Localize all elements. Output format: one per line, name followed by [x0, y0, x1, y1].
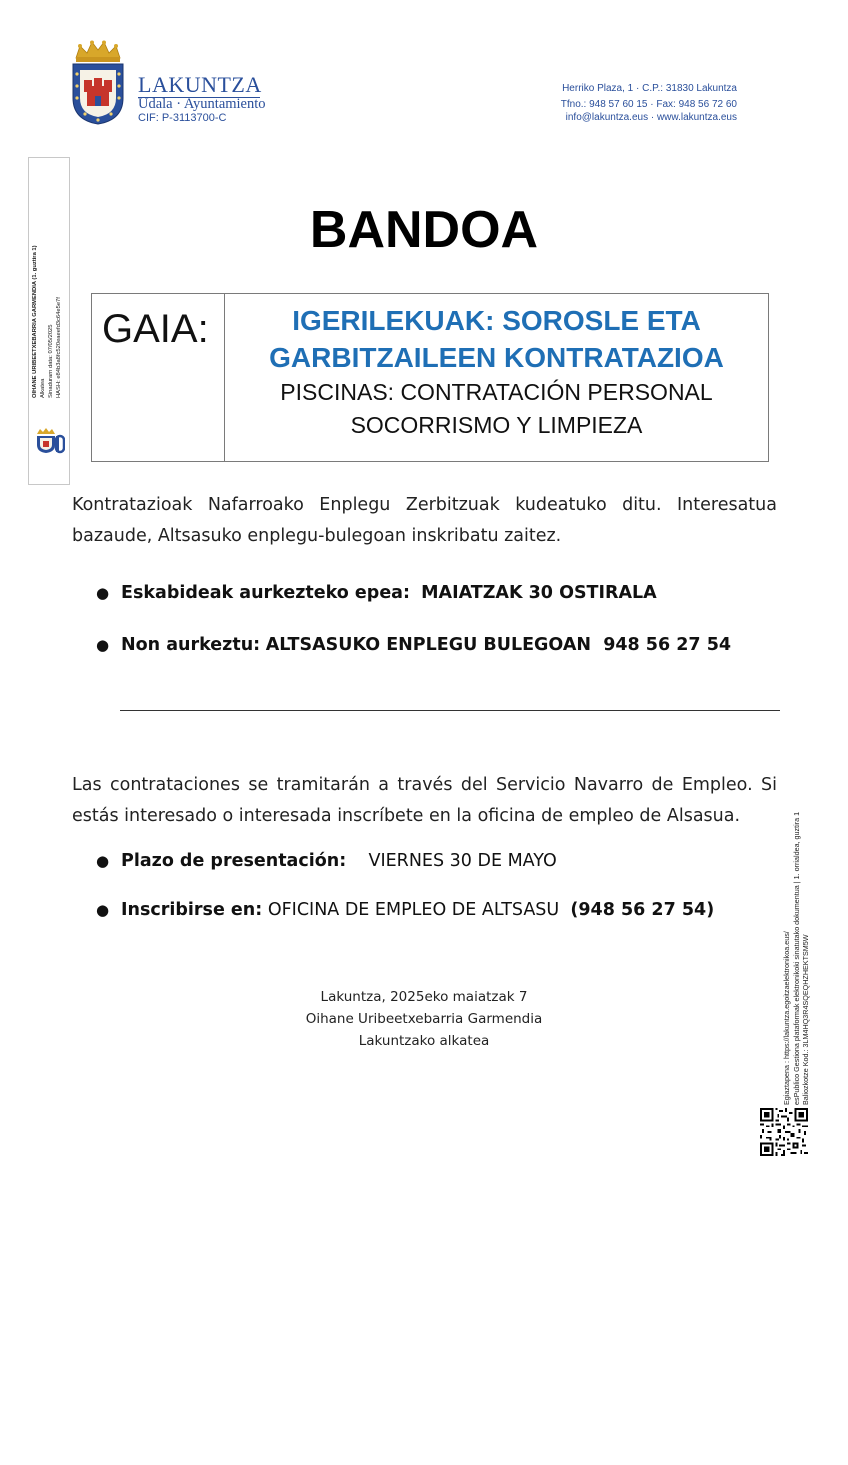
stamp-line-hash: HASH: e84b3a8fc520eaeefd3c64e5e7f	[56, 297, 62, 398]
bullet-icon: ●	[96, 636, 110, 654]
subject-content-cell	[225, 294, 768, 461]
paragraph-euskara: Kontratazioak Nafarroako Enplegu Zerbitzuak kudeatuko ditu. Interesatua bazaude, Altsasuko enplegu-bulegoan inskribatu zaitez.	[72, 495, 777, 546]
bullet-value: OFICINA DE EMPLEO DE ALTSASU	[267, 900, 560, 920]
signature-role: Lakuntzako alkatea	[358, 1033, 490, 1049]
bullet-label: Eskabideak aurkezteko epea:	[121, 583, 410, 603]
subject-eu-line-1: IGERILEKUAK: SOROSLE ETA	[292, 305, 701, 336]
stamp-line-date: Sinadurarn data: 07/05/2025	[48, 324, 54, 398]
bullet-icon: ●	[96, 584, 110, 602]
crest-icon	[70, 40, 126, 126]
bullet-label: Plazo de presentación:	[121, 851, 347, 871]
page-title: BANDOA	[309, 201, 539, 259]
signature-place-date: Lakuntza, 2025eko maiatzak 7	[320, 989, 528, 1005]
paragraph-castellano: Las contrataciones se tramitarán a través del Servicio Navarro de Empleo. Si estás interesado o interesada inscríbete en la oficina de empleo de Alsasua.	[72, 775, 777, 826]
subject-label: GAIA:	[102, 307, 209, 351]
contact-address: Herriko Plaza, 1 · C.P.: 31830 Lakuntza	[562, 83, 737, 94]
bullet-item-deadline-eu	[96, 581, 796, 605]
verification-line-platform: esPublico Gestiona plataformak elektronikoki sinatutako dokumentua | 1. orrialdea, guztira 1	[791, 811, 801, 1105]
bullet-value: ALTSASUKO ENPLEGU BULEGOAN 948 56 27 54	[265, 635, 732, 655]
verification-line-code: Baliozkotze Kod.: 3LM4HQ3R4SQEQHZHEKTSM5W	[801, 934, 810, 1105]
stamp-crest-icon	[35, 428, 65, 454]
bullet-item-location-eu	[96, 633, 796, 657]
org-name: LAKUNTZA	[138, 72, 262, 97]
qr-code-icon[interactable]	[760, 1108, 808, 1156]
org-cif: CIF: P-3113700-C	[138, 112, 227, 124]
bullet-icon: ●	[96, 901, 110, 919]
bullet-phone: (948 56 27 54)	[570, 900, 715, 920]
bullet-label: Non aurkeztu:	[121, 635, 261, 655]
subject-es-line-1: PISCINAS: CONTRATACIÓN PERSONAL	[280, 379, 713, 405]
subject-es-line-2: SOCORRISMO Y LIMPIEZA	[350, 412, 643, 438]
contact-phone: Tfno.: 948 57 60 15 · Fax: 948 56 72 60	[560, 99, 737, 110]
subject-label-cell	[92, 294, 225, 461]
subject-table	[91, 293, 769, 462]
bullet-value: MAIATZAK 30 OSTIRALA	[421, 583, 657, 603]
org-subtitle: Udala · Ayuntamiento	[138, 96, 266, 112]
stamp-line-role: Alkatea	[40, 378, 46, 398]
bullet-icon: ●	[96, 852, 110, 870]
section-divider	[120, 710, 780, 711]
signature-name: Oihane Uribeetxebarria Garmendia	[305, 1011, 543, 1027]
contact-web: info@lakuntza.eus · www.lakuntza.eus	[565, 112, 737, 123]
bullet-item-deadline-es	[96, 849, 796, 873]
stamp-line-signer: OIHANE URIBEETXEBARRIA GARMENDIA (1. guztira 1)	[32, 245, 38, 398]
verification-text	[782, 811, 822, 1465]
subject-eu-line-2: GARBITZAILEEN KONTRATAZIOA	[269, 342, 724, 373]
bullet-item-location-es	[96, 898, 796, 922]
verification-line-url: Egiaztapena : https://lakuntza.egoitzaelektronikoa.eus/	[782, 931, 791, 1105]
bullet-label: Inscribirse en:	[121, 900, 263, 920]
bullet-value: VIERNES 30 DE MAYO	[368, 851, 557, 871]
